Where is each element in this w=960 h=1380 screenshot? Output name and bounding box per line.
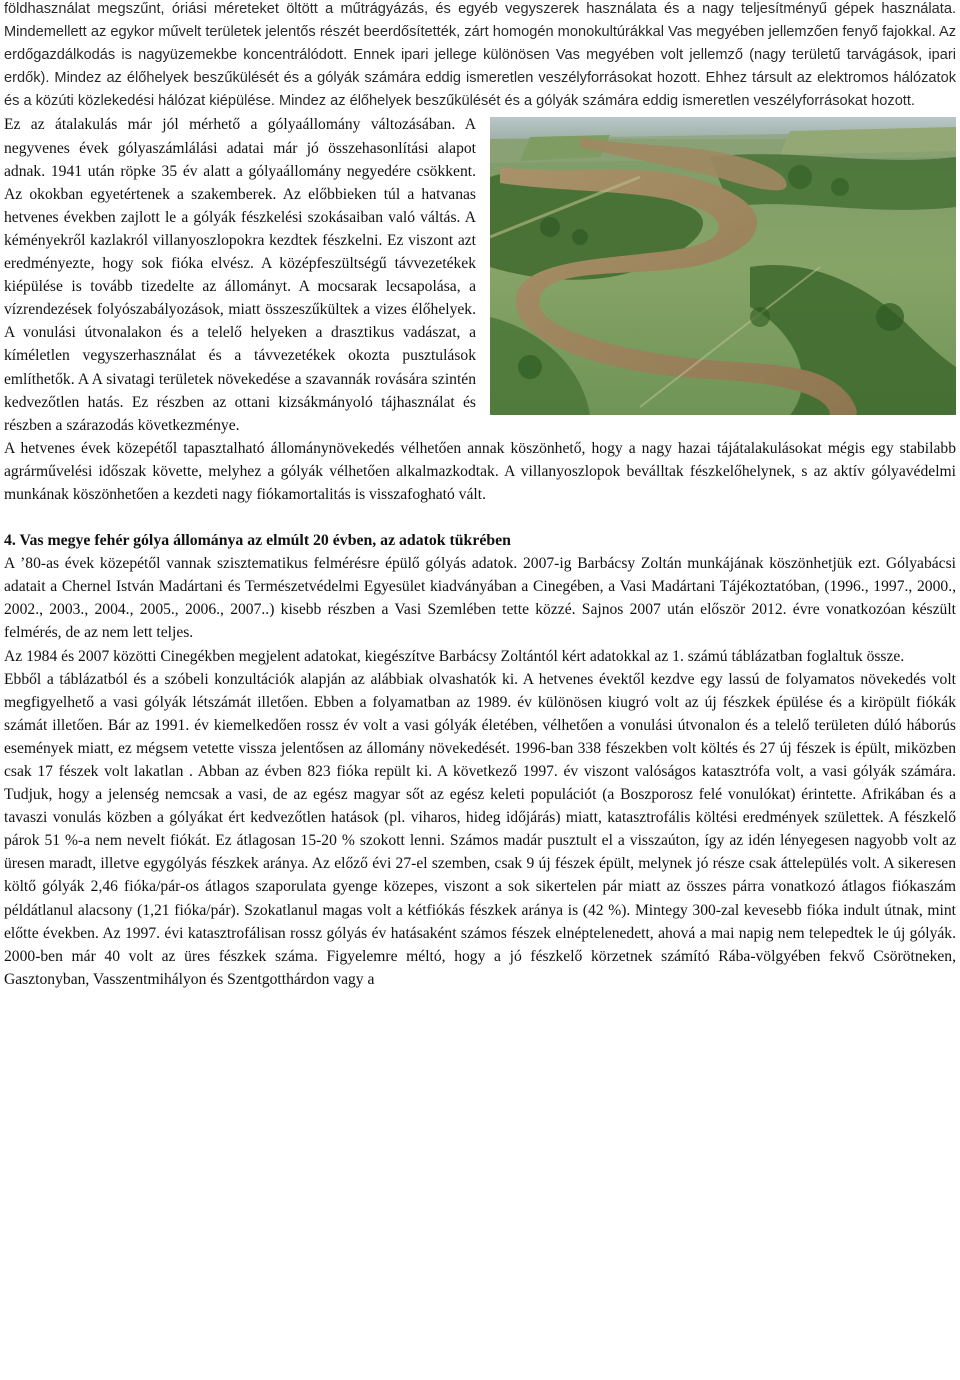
document-page [4,0,956,991]
intro-paragraph: földhasználat megszűnt, óriási méreteket öltött a műtrágyázás, és egyéb vegyszerek használata és a nagy teljesítményű gépek használata. Mindemellett az egykor művelt területek jelentős részét beerdősítették, zárt homogén monokultúrákkal Vas megyében jellemzően fenyő fajokkal. Az erdőgazdálkodás is nagyüzemekbe koncentrálódott. Ennek ipari jellege különösen Vas megyében volt jellemző (nagy területű tarvágások, ipari erdők). Mindez az élőhelyek beszűkülését és a gólyák számára eddig ismeretlen veszélyforrásokat hozott. Ehhez társult az elektromos hálózatok és a közúti közlekedési hálózat kiépülése. Mindez az élőhelyek beszűkülését és a gólyák számára eddig ismeretlen veszélyforrásokat hozott. [4,1,956,110]
river-meander-aerial-photo [490,117,956,415]
section-paragraph-3: Ebből a táblázatból és a szóbeli konzultációk alapján az alábbiak olvashatók ki. A hetvenes évektől kezdve egy lassú de folyamatos növekedés volt megfigyelhető a vasi gólyák létszámát illetően. Ebben a folyamatban az 1989. év különösen kiugró volt az új fészkek épülése és a kiröpült fiókák számát illetően. Bár az 1991. év kiemelkedően rossz év volt a vasi gólyák életében, vélhetően a vonulási útvonalon és a telelő területen dúló háborús események miatt, ez mégsem vetette vissza jelentősen az állomány növekedését. 1996-ban 338 fészekben volt költés és 27 új fészek is épült, miközben csak 17 fészek volt lakatlan . Abban az évben 823 fióka repült ki. A következő 1997. év viszont valóságos katasztrófa volt, a vasi gólyák számára. Tudjuk, hogy a jelenség nemcsak a vasi, de az egész magyar sőt az egész keleti populációt (a Boszporosz felé vonulókat) érintette. Afrikában és a tavaszi vonulás közben a gólyákat ért kedvezőtlen hatások (pl. viharos, hideg időjárás) miatt, katasztrofális költési eredmények születtek. A fészkelő párok 51 %-a nem nevelt fiókát. Ez átlagosan 15-20 % szokott lenni. Számos madár pusztult el a visszaúton, így az idén lényegesen nagyobb volt az üresen maradt, illetve egygólyás fészkek aránya. Az előző évi 27-el szemben, csak 9 új fészek épült, melynek jó része csak áttelepülés volt. A sikeresen költő gólyák 2,46 fióka/pár-os átlagos szaporulata gyenge közepes, viszont a sok sikertelen pár miatt az összes párra vonatkozó átlagos fiókaszám példátlanul alacsony (1,21 fióka/pár). Szokatlanul magas volt a kétfiókás fészkek aránya is (42 %). Mintegy 300-zal kevesebb fióka indult útnak, mint előtte években. Az 1997. évi katasztrofálisan rossz gólyás év hatásaként számos fészek elnéptelenedett, ahová a mai napig nem telepedtek le új gólyák. 2000-ben már 40 volt az üres fészkek száma. Figyelemre méltó, hogy a jó fészkelő körzetnek számító Rába-völgyében fekvő Csörötneken, Gasztonyban, Vasszentmihályon és Szentgotthárdon vagy a [4,670,956,988]
section-paragraph-2: Az 1984 és 2007 közötti Cinegékben megjelent adatokat, kiegészítve Barbácsy Zoltántól kért adatokkal az 1. számú táblázatban foglaltuk össze. [4,647,905,665]
river-landscape-image [490,117,956,415]
section-spacer [4,506,956,529]
section-paragraph-1: A ’80-as évek közepétől vannak szisztematikus felmérésre épülő gólyás adatok. 2007-ig Barbácsy Zoltán munkájának köszönhetjük ezt. Gólyabácsi adatait a Chernel István Madártani és Természetvédelmi Egyesület kiadványában a Cinegében, a Vasi Madártani Tájékoztatóban, (1996., 1997., 2000., 2002., 2003., 2004., 2005., 2006., 2007..) kisebb részben a Vasi Szemlében tette közzé. Sajnos 2007 után először 2012. évre vonatkozóan készült felmérés, de az nem lett teljes. [4,555,956,642]
transition-paragraph: Ez az átalakulás már jól mérhető a gólyaállomány változásában. A negyvenes évek gólyaszámlálási adatai már jó összehasonlítási alapot adnak. 1941 után röpke 35 év alatt a gólyaállomány negyedére csökkent. Az okokban egyetértenek a szakemberek. Az előbbieken túl a hatvanas hetvenes években zajlott le a gólyák fészkelési szokásaiban való váltás. A kéményekről kazlakról villanyoszlopokra kezdtek fészkelni. Ez viszont azt eredményezte, hogy sok fióka elvész. A középfeszültségű távvezetékek kiépülése is tovább tizedelte az állományt. A mocsarak lecsapolása, a vízrendezések folyószabályozások, miatt összeszűkültek a vizes élőhelyek. A vonulási útvonalakon és a telelő helyeken a drasztikus vadászat, a kíméletlen vegyszerhasználat és a távvezetékek okozta pusztulások említhetők. A A sivatagi területek növekedése a szavannák rovására szintén kedvezőtlen hatás. Ez részben az ottani kizsákmányoló tájhasználat és részben a szárazodás következménye. [4,116,476,434]
section-heading: 4. Vas megye fehér gólya állománya az elmúlt 20 évben, az adatok tükrében [4,532,511,550]
seventies-paragraph: A hetvenes évek közepétől tapasztalható állománynövekedés vélhetően annak köszönhető, hogy a nagy hazai tájátalakulásokat mégis egy stabilabb agrárművelési időszak követte, melyhez a gólyák vélhetően alkalmazkodtak. A villanyoszlopok beválltak fészkelőhelynek, s az aktív gólyavédelmi munkának köszönhetően a kezdeti nagy fiókamortalitás is visszafogható vált. [4,439,956,503]
